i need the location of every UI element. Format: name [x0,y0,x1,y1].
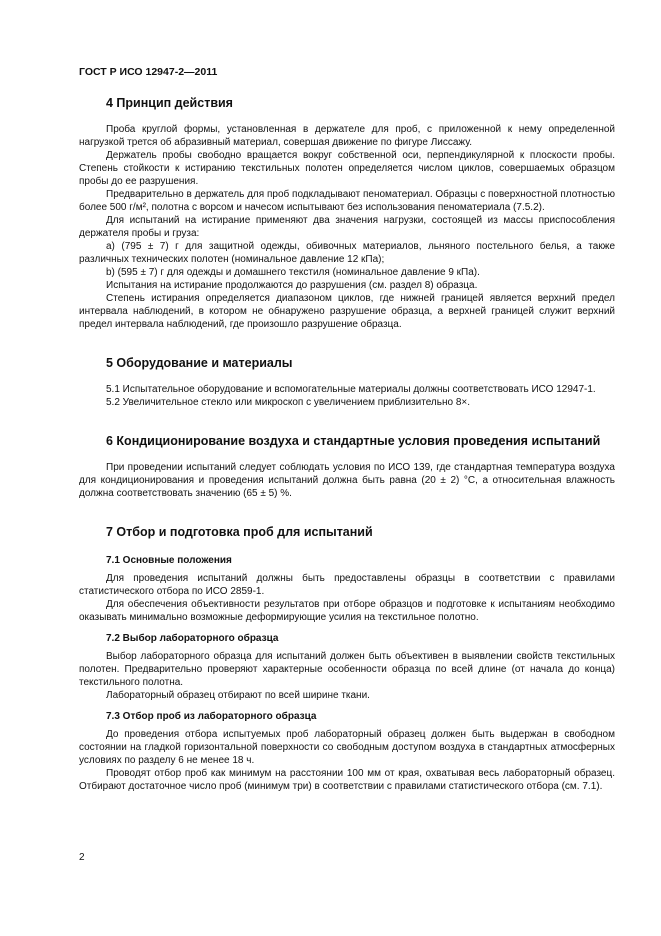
subsection-7-2-paragraph: Лабораторный образец отбирают по всей ширине ткани. [106,690,370,701]
document-header: ГОСТ Р ИСО 12947-2—2011 [79,66,218,78]
subsection-7-1-paragraph: Для обеспечения объективности результатов при отборе образцов и подготовке к испытаниям необходимо оказывать минимально возможные деформирующие усилия на текстильное полотно. [79,599,615,623]
section-4-paragraph: Проба круглой формы, установленная в держателе для проб, с приложенной к нему определенной нагрузкой трется об абразивный материал, совершая движение по фигуре Лиссажу. [79,124,615,148]
section-5-paragraph: 5.1 Испытательное оборудование и вспомогательные материалы должны соответствовать ИСО 12947-1. [106,384,596,395]
section-7-heading: 7 Отбор и подготовка проб для испытаний [106,525,373,539]
document-body [79,96,615,793]
subsection-7-3-paragraph: До проведения отбора испытуемых проб лабораторный образец должен быть выдержан в свободном состоянии на гладкой горизонтальной поверхности со свободным доступом воздуха в стандартных атмосферных условиях по разделу 6 не менее 18 ч. [79,729,615,766]
subsection-7-3-heading: 7.3 Отбор проб из лабораторного образца [106,711,317,722]
section-5-heading: 5 Оборудование и материалы [106,356,293,370]
section-4-list-item-a: a) (795 ± 7) г для защитной одежды, обивочных материалов, льняного постельного белья, а также различных технических полотен (номинальное давление 12 кПа); [79,241,615,265]
section-4-paragraph: Предварительно в держатель для проб подкладывают пеноматериал. Образцы с поверхностной плотностью более 500 г/м², полотна с ворсом и начесом испытывают без использования пеноматериала (7.5.2). [79,189,615,213]
subsection-7-3-paragraph: Проводят отбор проб как минимум на расстоянии 100 мм от края, охватывая весь лабораторный образец. Отбирают достаточное число проб (минимум три) в соответствии с правилами статистического отбора (см. 7.1). [79,768,615,792]
section-4-paragraph: Степень истирания определяется диапазоном циклов, где нижней границей является верхний предел интервала наблюдений, в котором не обнаружено разрушение образца, а верхней границей служит верхний предел интервала наблюдений, где произошло разрушение образца. [79,293,615,330]
section-4-paragraph: Испытания на истирание продолжаются до разрушения (см. раздел 8) образца. [106,280,478,291]
section-6-paragraph: При проведении испытаний следует соблюдать условия по ИСО 139, где стандартная температура воздуха для кондиционирования и проведения испытаний должна быть равна (20 ± 2) °С, а относительная влажность должна соответствовать значению (65 ± 5) %. [79,462,615,499]
section-4-paragraph: Держатель пробы свободно вращается вокруг собственной оси, перпендикулярной к плоскости пробы. Степень стойкости к истиранию текстильных полотен определяется числом циклов, совершаемых образцом пробы до ее разрушения. [79,150,615,187]
section-6-heading: 6 Кондиционирование воздуха и стандартные условия проведения испытаний [106,434,601,448]
section-5-paragraph: 5.2 Увеличительное стекло или микроскоп с увеличением приблизительно 8×. [106,397,471,408]
subsection-7-1-heading: 7.1 Основные положения [106,555,232,566]
page-number: 2 [79,852,85,863]
section-4-paragraph: Для испытаний на истирание применяют два значения нагрузки, состоящей из массы приспособления держателя пробы и груза: [79,215,615,239]
subsection-7-2-paragraph: Выбор лабораторного образца для испытаний должен быть объективен в выявлении свойств текстильных полотен. Предварительно проверяют характерные особенности образца по всей длине (от начала до конца) текстильного полотна. [79,651,615,688]
section-4-heading: 4 Принцип действия [106,96,233,110]
subsection-7-2-heading: 7.2 Выбор лабораторного образца [106,633,279,644]
section-4-list-item-b: b) (595 ± 7) г для одежды и домашнего текстиля (номинальное давление 9 кПа). [106,267,480,278]
subsection-7-1-paragraph: Для проведения испытаний должны быть предоставлены образцы в соответствии с правилами статистического отбора по ИСО 2859-1. [79,573,615,597]
